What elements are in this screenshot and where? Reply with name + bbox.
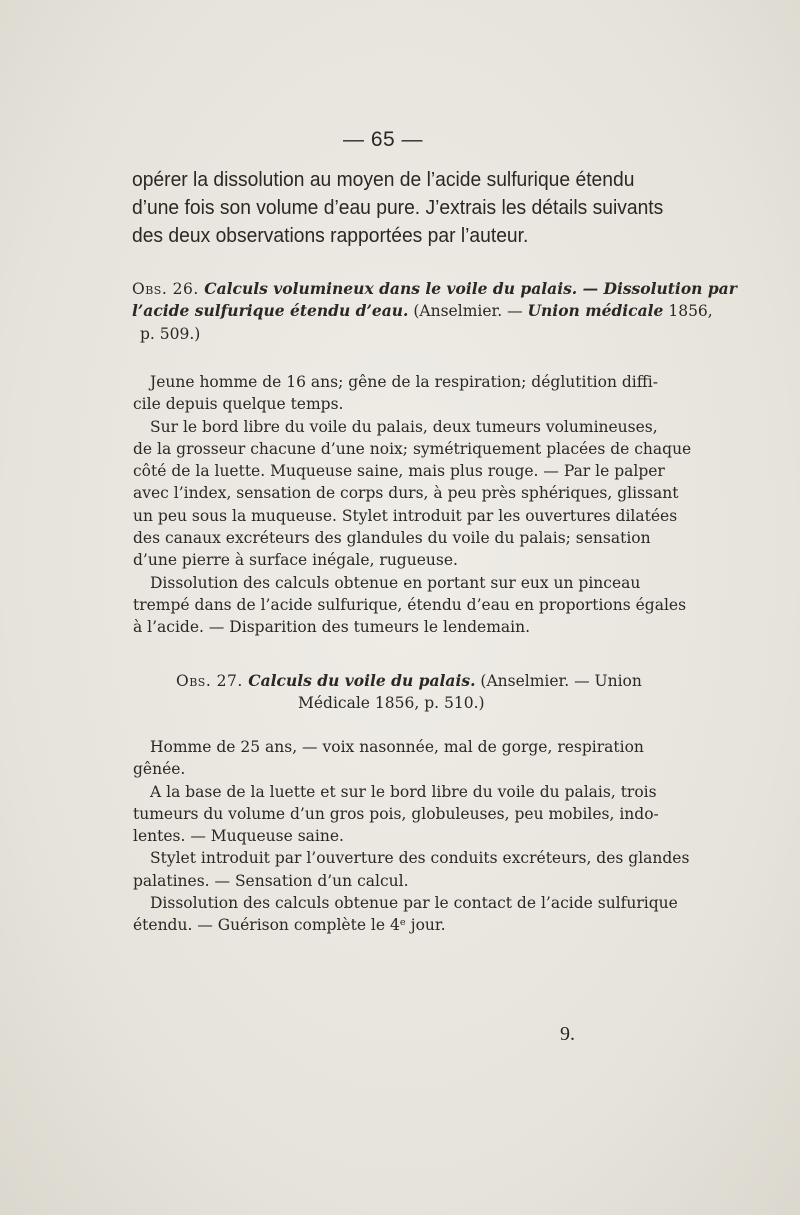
obs26-body-line: côté de la luette. Muqueuse saine, mais plus rouge. — Par le palper (133, 462, 665, 481)
obs27-body-line: tumeurs du volume d’un gros pois, globuleuses, peu mobiles, indo- (133, 804, 659, 823)
obs26-body-line: avec l’index, sensation de corps durs, à peu près sphériques, glissant (133, 484, 679, 503)
obs26-heading-line3 (140, 322, 200, 347)
obs26-label: Obs. 26. (132, 280, 205, 298)
obs26-body-line: Dissolution des calculs obtenue en portant sur eux un pinceau (150, 573, 641, 592)
obs26-body-line: trempé dans de l’acide sulfurique, étendu d’eau en proportions égales (133, 595, 687, 614)
obs27-body-line: A la base de la luette et sur le bord libre du voile du palais, trois (150, 782, 657, 801)
obs26-body-line: Jeune homme de 16 ans; gêne de la respiration; déglutition diffi- (150, 373, 658, 391)
obs27-body-line: lentes. — Muqueuse saine. (133, 827, 344, 846)
obs26-body-line: à l’acide. — Disparition des tumeurs le lendemain. (133, 618, 531, 637)
obs27-title: Calculs du voile du palais. (248, 671, 476, 690)
obs26-heading-line2 (132, 298, 713, 324)
intro-paragraph (132, 166, 664, 250)
obs26-title: Calculs volumineux dans le voile du palais. — Dissolution par (204, 279, 737, 298)
page-number: — 65 — (342, 128, 424, 151)
obs26-body-line: un peu sous la muqueuse. Stylet introduit par les ouvertures dilatées (133, 506, 678, 525)
obs27-source: (Anselmier. — Union (475, 672, 642, 690)
intro-line: opérer la dissolution au moyen de l’acide sulfurique étendu (132, 168, 635, 191)
obs26-body-line: cile depuis quelque temps. (133, 395, 344, 414)
intro-line: des deux observations rapportées par l’auteur. (132, 224, 529, 247)
obs26-body (133, 371, 691, 639)
obs26-subtitle: l’acide sulfurique étendu d’eau. (132, 301, 409, 320)
obs26-body-line: des canaux excréteurs des glandules du voile du palais; sensation (133, 529, 651, 548)
obs26-journal: Union médicale (527, 301, 664, 320)
obs26-body-line: de la grosseur chacune d’une noix; symétriquement placées de chaque (133, 439, 692, 458)
obs26-body-line: d’une pierre à surface inégale, rugueuse. (133, 551, 458, 570)
obs27-body-line: Stylet introduit par l’ouverture des conduits excréteurs, des glandes (150, 849, 690, 868)
obs27-body-line: gênée. (133, 760, 186, 779)
intro-line: d’une fois son volume d’eau pure. J’extrais les détails suivants (132, 196, 664, 219)
obs27-body-line: palatines. — Sensation d’un calcul. (133, 871, 409, 890)
obs27-label: Obs. 27. (176, 672, 249, 690)
obs27-reference: Médicale 1856, p. 510.) (298, 694, 485, 712)
obs27-heading-line2 (298, 691, 485, 716)
obs27-body-line: Homme de 25 ans, — voix nasonnée, mal de gorge, respiration (150, 738, 644, 756)
obs26-body-line: Sur le bord libre du voile du palais, deux tumeurs volumineuses, (150, 417, 658, 436)
obs27-body-line: étendu. — Guérison complète le 4ᵉ jour. (133, 916, 446, 935)
obs27-body-line: Dissolution des calculs obtenue par le contact de l’acide sulfurique (150, 894, 678, 913)
obs26-year: 1856, (663, 302, 713, 320)
obs26-page-ref: p. 509.) (140, 325, 201, 343)
obs26-source: (Anselmier. — (408, 302, 528, 320)
signature-mark: 9. (560, 1023, 575, 1045)
obs27-body (133, 736, 689, 937)
